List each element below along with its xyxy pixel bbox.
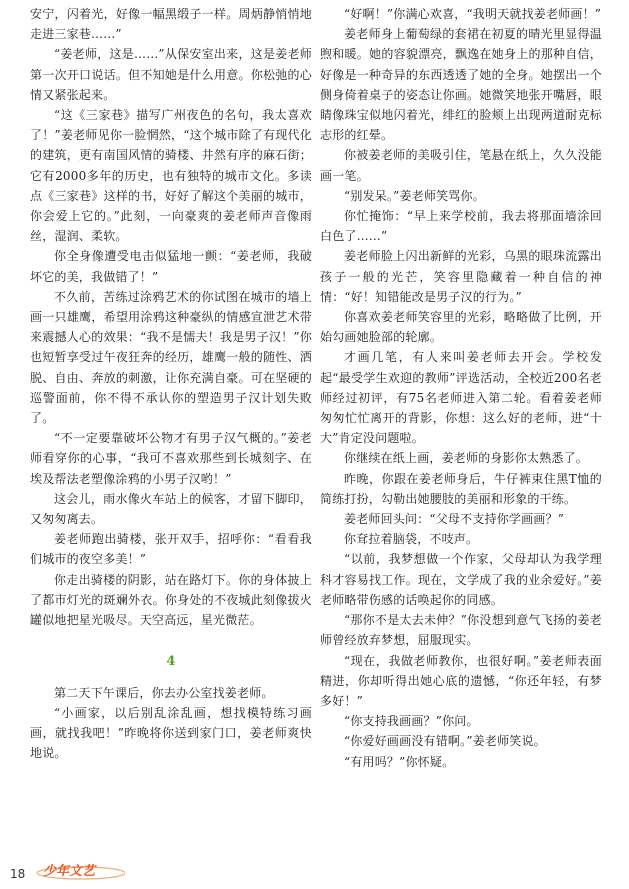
paragraph: “那你不是太去未伸？”你没想到意气飞扬的姜老师曾经放弃梦想，屈服现实。 — [320, 613, 602, 648]
paragraph: 你忙掩饰：“早上来学校前，我去将那面墙涂回白色了……” — [320, 209, 602, 244]
paragraph: 才画几笔，有人来叫姜老师去开会。学校发起“最受学生欢迎的教师”评选活动，全校近200名老师经过初评，有75名老师进入第二轮。看着姜老师匆匆忙忙离开的背影，你想：这么好的老师，进“十大”肯定没问题啦。 — [320, 350, 602, 446]
paragraph: “现在，我做老师教你，也很好啊。”姜老师表面精进，你却听得出她心底的遗憾，“你还年轻，有梦多好！” — [320, 653, 602, 708]
paragraph: 不久前，苦练过涂鸦艺术的你试图在城市的墙上画一只雄鹰，希望用涂鸦这种豪纵的情感宣泄艺术带来震撼人心的效果：“我不是懦夫！我是男子汉！”你也短暂享受过午夜狂奔的经历，雄鹰一般的随性、洒脱、自由、奔放的刺激，让你充满自豪。可在坚硬的巡警面前，你不得不承认你的塑造男子汉计划失败了。 — [30, 289, 312, 426]
paragraph: 第二天下午课后，你去办公室找姜老师。 — [54, 685, 274, 700]
page-number: 18 — [10, 867, 26, 881]
paragraph: 安宁，闪着光，好像一幅黑缎子一样。周炳静悄悄地走进三家巷……” — [30, 7, 312, 42]
paragraph: “有用吗？”你怀疑。 — [344, 754, 455, 769]
section-paragraphs — [30, 683, 312, 764]
left-paragraphs — [30, 4, 312, 630]
paragraph: “小画家，以后别乱涂乱画，想找模特练习画画，就找我吧！”昨晚将你送到家门口，姜老师爽快地说。 — [30, 705, 312, 761]
page-footer — [10, 855, 125, 881]
paragraph: 昨晚，你跟在姜老师身后，牛仔裤束住黑T恤的简练打扮，勾勒出她腰肢的美丽和形象的干练。 — [320, 471, 602, 506]
paragraph: “别发呆。”姜老师笑骂你。 — [344, 188, 485, 203]
magazine-logo — [33, 859, 125, 881]
paragraph: “这《三家巷》描写广州夜色的名句，我太喜欢了！”姜老师见你一脸惘然，“这个城市除了有现代化的建筑，更有南国风情的骑楼、井然有序的麻石街；它有2000多年的历史，也有独特的城市文化。多读点《三家巷》这样的书，好好了解这个美丽的城市，你会爱上它的。”此刻，一向豪爽的姜老师声音像雨丝，湿润、柔软。 — [30, 108, 312, 244]
right-paragraphs — [320, 4, 602, 772]
paragraph: 你全身像遭受电击似猛地一颤：“姜老师，我破坏它的美，我做错了！” — [30, 249, 312, 284]
paragraph: 这会儿，雨水像火车站上的候客，才留下脚印，又匆匆离去。 — [30, 491, 312, 527]
paragraph: “你爱好画画没有错啊。”姜老师笑说。 — [344, 734, 546, 749]
paragraph: 姜老师跑出骑楼，张开双手，招呼你：“看看我们城市的夜空多美！” — [30, 532, 312, 567]
paragraph: 姜老师脸上闪出新鲜的光彩，乌黑的眼珠流露出孩子一般的光芒，笑容里隐藏着一种自信的神情：“好！知错能改是男子汉的行为。” — [320, 249, 602, 304]
paragraph: “好啊！”你满心欢喜，“我明天就找姜老师画！” — [344, 7, 602, 21]
paragraph: 你走出骑楼的阴影，站在路灯下。你的身体披上了都市灯光的斑斓外衣。你身处的不夜城此刻像拔火罐似地把星光吸尽。天空高远，星光微茫。 — [30, 572, 312, 628]
logo-lettering: 少年文艺 — [43, 864, 96, 879]
paragraph: 姜老师身上葡萄绿的套裙在初夏的晴光里显得温煦和暖。她的容貌漂亮，飘逸在她身上的那种自信，好像是一种奇异的东西透透了她的全身。她摆出一个侧身倚着桌子的姿态让你画。她微笑地张开嘴唇，眼睛像珠宝似地闪着光，绯红的脸颊上出现两道耐克标志形的红晕。 — [320, 27, 602, 143]
paragraph: 你耷拉着脑袋，不吱声。 — [344, 532, 479, 547]
left-column — [30, 4, 312, 763]
paragraph: 你被姜老师的美吸引住，笔悬在纸上，久久没能画一笔。 — [320, 148, 602, 183]
section-number: 4 — [166, 654, 176, 670]
paragraph: 你继续在纸上画，姜老师的身影你太熟悉了。 — [344, 451, 589, 466]
paragraph: “姜老师，这是……”从保安室出来，这是姜老师第一次开口说话。但不知她是什么用意。你松弛的心情又紧张起来。 — [30, 47, 312, 102]
paragraph: “以前，我梦想做一个作家，父母却认为我学理科才容易找工作。现在，文学成了我的业余爱好。”姜老师略带伤感的话唤起你的同感。 — [320, 552, 602, 607]
paragraph: “你支持我画画？”你问。 — [344, 714, 479, 729]
paragraph: 姜老师回头问：“父母不支持你学画画？” — [344, 512, 565, 527]
right-column — [320, 4, 602, 772]
paragraph: 你喜欢姜老师笑容里的光彩，略略做了比例，开始勾画她脸部的轮廓。 — [320, 310, 602, 345]
paragraph: “不一定要靠破坏公物才有男子汉气概的。”姜老师看穿你的心事，“我可不喜欢那些到长城刻字、在埃及帮法老塑像涂鸦的小男子汉哟！” — [30, 431, 312, 486]
